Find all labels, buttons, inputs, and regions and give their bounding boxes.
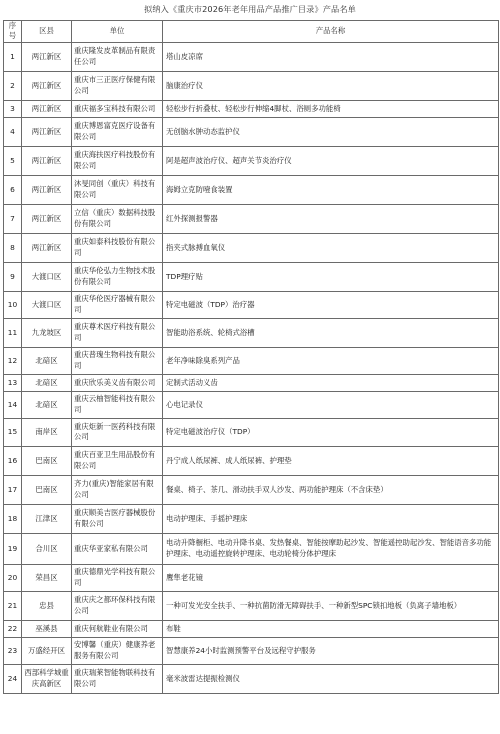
row-unit: 安博馨（重庆）健康养老服务有限公司 bbox=[72, 637, 163, 664]
header-area: 区县 bbox=[22, 21, 72, 43]
row-product: 轻松步行折叠杖、轻松步行伸缩4脚杖、浴厕多功能椅 bbox=[163, 100, 499, 117]
row-unit: 重庆市三正医疗保健有限公司 bbox=[72, 71, 163, 100]
row-area: 北碚区 bbox=[22, 391, 72, 418]
table-row bbox=[4, 391, 499, 418]
row-number: 2 bbox=[4, 71, 22, 100]
row-product: 老年净味除臭系列产品 bbox=[163, 347, 499, 374]
row-area: 两江新区 bbox=[22, 146, 72, 175]
table-row bbox=[4, 318, 499, 347]
row-number: 21 bbox=[4, 591, 22, 620]
row-unit: 重庆隆发皮革制品有限责任公司 bbox=[72, 42, 163, 71]
row-area: 两江新区 bbox=[22, 42, 72, 71]
row-number: 3 bbox=[4, 100, 22, 117]
row-product: 布鞋 bbox=[163, 620, 499, 637]
row-number: 15 bbox=[4, 418, 22, 446]
table-row bbox=[4, 446, 499, 475]
row-number: 12 bbox=[4, 347, 22, 374]
row-number: 22 bbox=[4, 620, 22, 637]
row-area: 两江新区 bbox=[22, 204, 72, 233]
row-number: 4 bbox=[4, 117, 22, 146]
row-area: 巴南区 bbox=[22, 475, 72, 504]
row-unit: 沐旻同创（重庆）科技有限公司 bbox=[72, 175, 163, 204]
row-number: 8 bbox=[4, 233, 22, 262]
row-unit: 重庆顺美吉医疗器械股份有限公司 bbox=[72, 504, 163, 533]
table-row bbox=[4, 620, 499, 637]
row-number: 14 bbox=[4, 391, 22, 418]
row-area: 巴南区 bbox=[22, 446, 72, 475]
table-row bbox=[4, 117, 499, 146]
row-unit: 重庆瑞莱智能物联科技有限公司 bbox=[72, 664, 163, 693]
row-product: 电动升降橱柜、电动升降书桌、发热餐桌、智能按摩助起沙发、智能遥控助起沙发、智能语音多功能护理床、电动遥控旋转护理床、电动轮椅分体护理床 bbox=[163, 533, 499, 564]
row-number: 13 bbox=[4, 374, 22, 391]
row-area: 南岸区 bbox=[22, 418, 72, 446]
row-unit: 重庆福多宝科技有限公司 bbox=[72, 100, 163, 117]
row-product: 红外探测报警器 bbox=[163, 204, 499, 233]
row-unit: 重庆海扶医疗科技股份有限公司 bbox=[72, 146, 163, 175]
document-title: 拟纳入《重庆市2026年老年用品产品推广目录》产品名单 bbox=[144, 4, 356, 14]
row-unit: 重庆普瑰生物科技有限公司 bbox=[72, 347, 163, 374]
row-area: 九龙坡区 bbox=[22, 318, 72, 347]
row-area: 荣昌区 bbox=[22, 564, 72, 591]
row-area: 合川区 bbox=[22, 533, 72, 564]
row-product: 智慧康养24小时监测预警平台及远程守护服务 bbox=[163, 637, 499, 664]
row-unit: 齐力(重庆)智能家居有限公司 bbox=[72, 475, 163, 504]
row-area: 两江新区 bbox=[22, 71, 72, 100]
row-area: 北碚区 bbox=[22, 374, 72, 391]
row-area: 万盛经开区 bbox=[22, 637, 72, 664]
table-row bbox=[4, 204, 499, 233]
row-product: 电动护理床、手摇护理床 bbox=[163, 504, 499, 533]
row-number: 18 bbox=[4, 504, 22, 533]
row-product: 特定电磁波治疗仪（TDP） bbox=[163, 418, 499, 446]
row-unit: 重庆华亚家私有限公司 bbox=[72, 533, 163, 564]
row-area: 北碚区 bbox=[22, 347, 72, 374]
table-row bbox=[4, 262, 499, 291]
row-product: 毫米波雷达提振检测仪 bbox=[163, 664, 499, 693]
row-number: 20 bbox=[4, 564, 22, 591]
row-area: 大渡口区 bbox=[22, 291, 72, 318]
row-area: 大渡口区 bbox=[22, 262, 72, 291]
row-number: 10 bbox=[4, 291, 22, 318]
row-area: 两江新区 bbox=[22, 100, 72, 117]
row-number: 16 bbox=[4, 446, 22, 475]
row-product: 塔山皮凉席 bbox=[163, 42, 499, 71]
row-unit: 立信（重庆）数据科技股份有限公司 bbox=[72, 204, 163, 233]
table-body bbox=[4, 42, 499, 693]
row-product: 阿是超声波治疗仪、超声关节炎治疗仪 bbox=[163, 146, 499, 175]
table-row bbox=[4, 564, 499, 591]
row-product: 海姆立克防噎食装置 bbox=[163, 175, 499, 204]
row-product: 一种可发光安全扶手、一种抗菌防滑无障碍扶手、一种新型SPC锁扣地板（负离子墙地板） bbox=[163, 591, 499, 620]
row-unit: 重庆如泰科技股份有限公司 bbox=[72, 233, 163, 262]
row-number: 24 bbox=[4, 664, 22, 693]
row-unit: 重庆何航鞋业有限公司 bbox=[72, 620, 163, 637]
row-unit: 重庆华伦医疗器械有限公司 bbox=[72, 291, 163, 318]
table-row bbox=[4, 533, 499, 564]
header-no: 序号 bbox=[4, 21, 22, 43]
table-row bbox=[4, 233, 499, 262]
row-number: 9 bbox=[4, 262, 22, 291]
table-header-row bbox=[4, 21, 499, 43]
header-unit: 单位 bbox=[72, 21, 163, 43]
row-unit: 重庆欣乐美义齿有限公司 bbox=[72, 374, 163, 391]
table-row bbox=[4, 637, 499, 664]
row-number: 11 bbox=[4, 318, 22, 347]
row-number: 23 bbox=[4, 637, 22, 664]
row-number: 7 bbox=[4, 204, 22, 233]
row-area: 巫溪县 bbox=[22, 620, 72, 637]
row-unit: 重庆博恩富克医疗设备有限公司 bbox=[72, 117, 163, 146]
table-row bbox=[4, 146, 499, 175]
row-product: 智能助浴系统、轮椅式浴槽 bbox=[163, 318, 499, 347]
table-row bbox=[4, 347, 499, 374]
header-product: 产品名称 bbox=[163, 21, 499, 43]
table-row bbox=[4, 291, 499, 318]
row-area: 两江新区 bbox=[22, 175, 72, 204]
row-unit: 重庆炬新一医药科技有限公司 bbox=[72, 418, 163, 446]
row-unit: 重庆德鼎光学科技有限公司 bbox=[72, 564, 163, 591]
row-product: 特定电磁波（TDP）治疗器 bbox=[163, 291, 499, 318]
row-product: 脑康治疗仪 bbox=[163, 71, 499, 100]
row-number: 19 bbox=[4, 533, 22, 564]
row-product: TDP理疗贴 bbox=[163, 262, 499, 291]
row-area: 两江新区 bbox=[22, 117, 72, 146]
row-product: 心电记录仪 bbox=[163, 391, 499, 418]
table-row bbox=[4, 374, 499, 391]
table-row bbox=[4, 418, 499, 446]
row-unit: 重庆尊术医疗科技有限公司 bbox=[72, 318, 163, 347]
row-unit: 重庆华伦弘力生物技术股份有限公司 bbox=[72, 262, 163, 291]
table-row bbox=[4, 664, 499, 693]
row-area: 西部科学城重庆高新区 bbox=[22, 664, 72, 693]
row-product: 丹宁成人纸尿裤、成人纸尿裤、护理垫 bbox=[163, 446, 499, 475]
row-area: 两江新区 bbox=[22, 233, 72, 262]
table-row bbox=[4, 100, 499, 117]
row-number: 6 bbox=[4, 175, 22, 204]
row-unit: 重庆云柚智能科技有限公司 bbox=[72, 391, 163, 418]
table-row bbox=[4, 591, 499, 620]
row-product: 鹰隼老花镜 bbox=[163, 564, 499, 591]
row-unit: 重庆庆之都环保科技有限公司 bbox=[72, 591, 163, 620]
row-number: 5 bbox=[4, 146, 22, 175]
table-row bbox=[4, 71, 499, 100]
table-row bbox=[4, 504, 499, 533]
row-product: 餐桌、椅子、茶几、滑动扶手双人沙发、两功能护理床（不含床垫） bbox=[163, 475, 499, 504]
row-product: 无创脑水肿动态监护仪 bbox=[163, 117, 499, 146]
row-number: 1 bbox=[4, 42, 22, 71]
row-number: 17 bbox=[4, 475, 22, 504]
table-row bbox=[4, 42, 499, 71]
row-product: 定制式活动义齿 bbox=[163, 374, 499, 391]
row-product: 指夹式脉搏血氧仪 bbox=[163, 233, 499, 262]
row-area: 忠县 bbox=[22, 591, 72, 620]
table-row bbox=[4, 475, 499, 504]
row-unit: 重庆百亚卫生用品股份有限公司 bbox=[72, 446, 163, 475]
row-area: 江津区 bbox=[22, 504, 72, 533]
table-row bbox=[4, 175, 499, 204]
product-list-table bbox=[3, 20, 499, 694]
